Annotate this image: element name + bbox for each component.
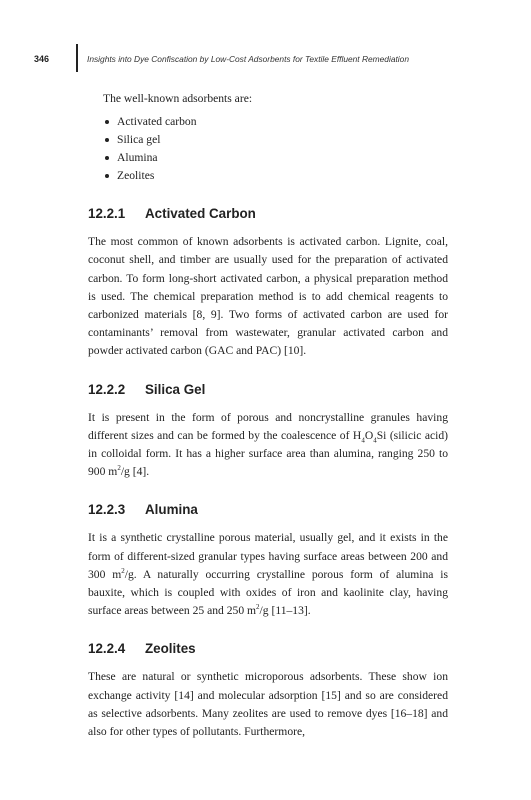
section-heading [88,641,448,656]
list-item: Zeolites [103,167,448,185]
bullet-icon [105,120,109,124]
section-heading [88,206,448,221]
list-item: Activated carbon [103,113,448,131]
page-number: 346 [34,54,50,64]
section-number: 12.2.4 [88,641,126,657]
section-number: 12.2.1 [88,206,126,222]
section-title: Alumina [145,502,198,518]
bullet-icon [105,138,109,142]
section-title: Silica Gel [145,381,206,397]
bullet-icon [105,174,109,178]
page-body [88,90,448,741]
section-paragraph: These are natural or synthetic microporous adsorbents. These show ion exchange activity [14] and molecular adsorption [15] and so are considered as selective adsorbents. Many zeolites are used to remove dyes [16–18] and also for other types of pollutants. Furthermore, [88,670,448,739]
section-heading [88,382,448,397]
intro-text: The well-known adsorbents are: [103,92,253,105]
section-heading [88,502,448,517]
page-header [0,44,531,74]
section-title: Activated Carbon [145,206,256,222]
section-number: 12.2.2 [88,381,126,397]
adsorbent-list [88,113,448,185]
bullet-icon [105,156,109,160]
section-paragraph: The most common of known adsorbents is activated carbon. Lignite, coal, coconut shell, and timber are usually used for the preparation of activated carbon. To form long-short activated carbon, a physical preparation method is used. The chemical preparation method is to add chemical reagents to carbonized materials [8, 9]. Two forms of activated carbon are used for contaminants’ removal from wastewater, granular activated carbon and powder activated carbon (GAC and PAC) [10]. [88,235,448,358]
section-paragraph: It is present in the form of porous and noncrystalline granules having different sizes and can be formed by the coalescence of $H_4O_4Si$ (silicic acid) in colloidal form. It has a higher surface area than alumina, ranging 250 to 900 $m^2/g$ [4]. [88,410,449,479]
header-rule [76,44,78,72]
section-paragraph: It is a synthetic crystalline porous material, usually gel, and it exists in the form of different-sized granular types having surface areas between 200 and 300 $m^2/g$. A naturally occurring crystalline porous form of alumina is bauxite, which is coupled with oxides of iron and kaolinite clay, having surface areas between 25 and 250 $m^2/g$ [11–13]. [88,531,448,618]
section-title: Zeolites [145,641,196,657]
running-title: Insights into Dye Confiscation by Low-Cost Adsorbents for Textile Effluent Remediation [87,54,409,64]
section-number: 12.2.3 [88,502,126,518]
list-item: Alumina [103,149,448,167]
list-item: Silica gel [103,131,448,149]
